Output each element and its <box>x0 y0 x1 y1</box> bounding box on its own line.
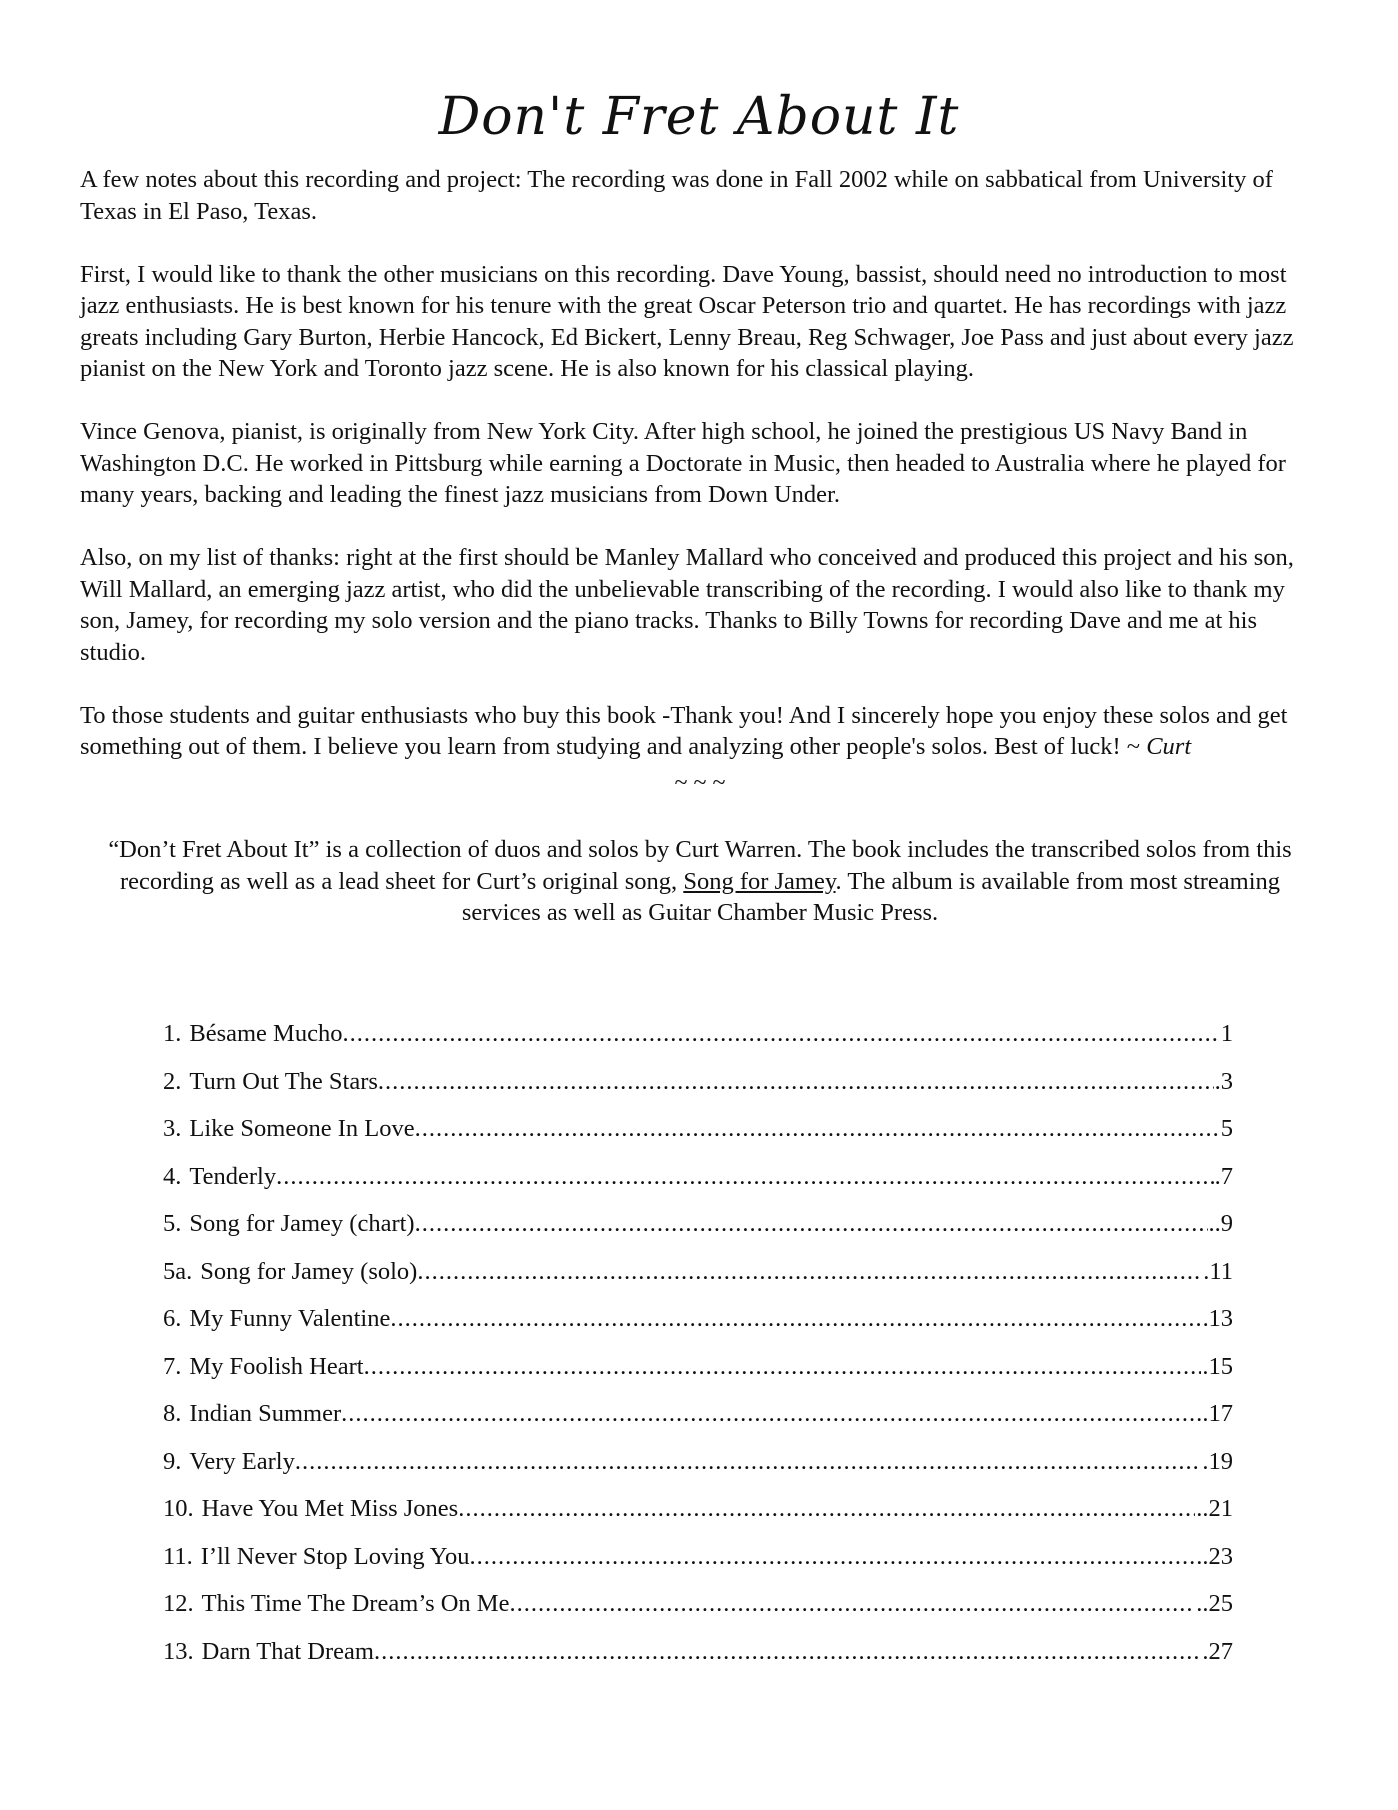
toc-item-number: 5. <box>163 1210 182 1237</box>
toc-leader-dots <box>458 1485 1195 1533</box>
toc-item <box>163 1533 1233 1581</box>
toc-item-title: Indian Summer <box>189 1400 342 1427</box>
toc-item-title: Song for Jamey (solo) <box>200 1257 418 1285</box>
toc-item-number: 7. <box>163 1352 182 1380</box>
toc-item-number: 2. <box>163 1067 182 1095</box>
toc-item-page: .19 <box>1202 1447 1233 1475</box>
toc-item <box>163 1390 1233 1438</box>
toc-leader-dots <box>295 1438 1202 1486</box>
toc-item-page: 13 <box>1208 1305 1233 1332</box>
toc-item-number: 9. <box>163 1447 182 1475</box>
toc-item <box>163 1628 1233 1676</box>
description-paragraph <box>80 834 1320 929</box>
toc-item-number: 5a. <box>163 1257 193 1285</box>
toc-item <box>163 1580 1233 1628</box>
toc-leader-dots <box>417 1248 1202 1296</box>
toc-item-title: Song for Jamey (chart) <box>189 1210 415 1237</box>
toc-item-number: 11. <box>163 1542 193 1570</box>
song-for-jamey-link: Song for Jamey <box>683 867 836 895</box>
toc-item-title: My Funny Valentine <box>189 1305 391 1332</box>
thanks-vince-paragraph: Vince Genova, pianist, is originally from New York City. After high school, he joined the prestigious US Navy Band in Washington D.C. He worked in Pittsburg while earning a Doctorate in Music, then headed to Australia where he played for many years, backing and leading the finest jazz musicians from Down Under. <box>80 418 1286 508</box>
toc-leader-dots <box>374 1628 1201 1676</box>
students-paragraph <box>80 700 1320 763</box>
toc-leader-dots <box>415 1105 1220 1153</box>
description-before-link: “Don’t Fret About It” is a collection of duos and solos by Curt Warren. The book includes the transcribed solos from this recording as well as a lead sheet for Curt’s original song, <box>108 836 1292 895</box>
toc-item-title: Darn That Dream <box>201 1637 374 1665</box>
toc-item-page: 5 <box>1220 1115 1233 1142</box>
toc-item-page: .27 <box>1202 1637 1233 1665</box>
toc-item <box>163 1343 1233 1391</box>
thanks-dave-paragraph: First, I would like to thank the other musicians on this recording. Dave Young, bassist, should need no introduction to most jazz enthusiasts. He is best known for his tenure with the great Oscar Peterson trio and quartet. He has recordings with jazz greats including Gary Burton, Herbie Hancock, Ed Bickert, Lenny Breau, Reg Schwager, Joe Pass and just about every jazz pianist on the New York and Toronto jazz scene. He is also known for his classical playing. <box>80 260 1294 382</box>
toc-item <box>163 1058 1233 1106</box>
toc-item-number: 13. <box>163 1637 194 1665</box>
toc-item-title: Bésame Mucho <box>189 1020 343 1047</box>
toc-item <box>163 1105 1233 1153</box>
body-text <box>80 164 1320 960</box>
toc-leader-dots <box>470 1533 1202 1581</box>
toc-item-title: My Foolish Heart <box>189 1352 364 1380</box>
toc-item-page: ..25 <box>1196 1590 1233 1617</box>
page-title: Don't Fret About It <box>438 87 960 147</box>
toc-item-title: Very Early <box>189 1447 295 1475</box>
toc-item <box>163 1485 1233 1533</box>
toc-leader-dots <box>341 1390 1201 1438</box>
thanks-others-paragraph: Also, on my list of thanks: right at the first should be Manley Mallard who conceived and produced this project and his son, Will Mallard, an emerging jazz artist, who did the unbelievable transcribing of the recording. I would also like to thank my son, Jamey, for recording my solo version and the piano tracks. Thanks to Billy Towns for recording Dave and me at his studio. <box>80 544 1294 666</box>
separator: ~ ~ ~ <box>674 769 726 796</box>
toc-leader-dots <box>378 1058 1214 1106</box>
toc-item <box>163 1295 1233 1343</box>
toc-item-title: Have You Met Miss Jones <box>201 1495 459 1522</box>
toc-item-number: 12. <box>163 1590 194 1617</box>
toc-leader-dots <box>415 1200 1208 1248</box>
toc-item-page: .17 <box>1202 1400 1233 1427</box>
description-after-link: . The album is available from most streaming services as well as Guitar Chamber Music Press. <box>461 867 1281 926</box>
toc-item-title: I’ll Never Stop Loving You <box>200 1542 470 1570</box>
toc-item-title: This Time The Dream’s On Me <box>201 1590 510 1617</box>
toc-item-title: Tenderly <box>189 1162 277 1190</box>
toc-item-page: .15 <box>1202 1352 1233 1380</box>
toc-leader-dots <box>509 1580 1195 1628</box>
table-of-contents <box>163 1010 1233 1675</box>
toc-leader-dots <box>342 1010 1219 1058</box>
toc-item-page: .23 <box>1202 1542 1233 1570</box>
signature: Curt <box>1146 733 1192 760</box>
toc-item <box>163 1438 1233 1486</box>
toc-item-number: 4. <box>163 1162 182 1190</box>
toc-item <box>163 1200 1233 1248</box>
toc-item-title: Like Someone In Love <box>189 1115 415 1142</box>
toc-item-number: 8. <box>163 1400 182 1427</box>
toc-item-number: 3. <box>163 1115 182 1142</box>
toc-item-page: .11 <box>1203 1257 1233 1285</box>
toc-item-page: 1 <box>1220 1020 1233 1047</box>
toc-item-number: 10. <box>163 1495 194 1522</box>
toc-item-page: ..21 <box>1196 1495 1233 1522</box>
toc-item-page: ..9 <box>1208 1210 1233 1237</box>
students-text: To those students and guitar enthusiasts who buy this book -Thank you! And I sincerely hope you enjoy these solos and get something out of them. I believe you learn from studying and analyzing other people's solos. Best of luck! ~ <box>80 701 1288 760</box>
toc-item <box>163 1010 1233 1058</box>
toc-leader-dots <box>390 1295 1207 1343</box>
intro-paragraph: A few notes about this recording and project: The recording was done in Fall 2002 while on sabbatical from University of Texas in El Paso, Texas. <box>80 166 1273 225</box>
toc-item <box>163 1248 1233 1296</box>
toc-item-number: 6. <box>163 1305 182 1332</box>
toc-item-title: Turn Out The Stars <box>189 1067 378 1095</box>
toc-item-page: .7 <box>1214 1162 1233 1190</box>
toc-item <box>163 1153 1233 1201</box>
toc-leader-dots <box>276 1153 1214 1201</box>
toc-item-page: .3 <box>1214 1067 1233 1095</box>
toc-item-number: 1. <box>163 1020 182 1047</box>
toc-leader-dots <box>364 1343 1202 1391</box>
